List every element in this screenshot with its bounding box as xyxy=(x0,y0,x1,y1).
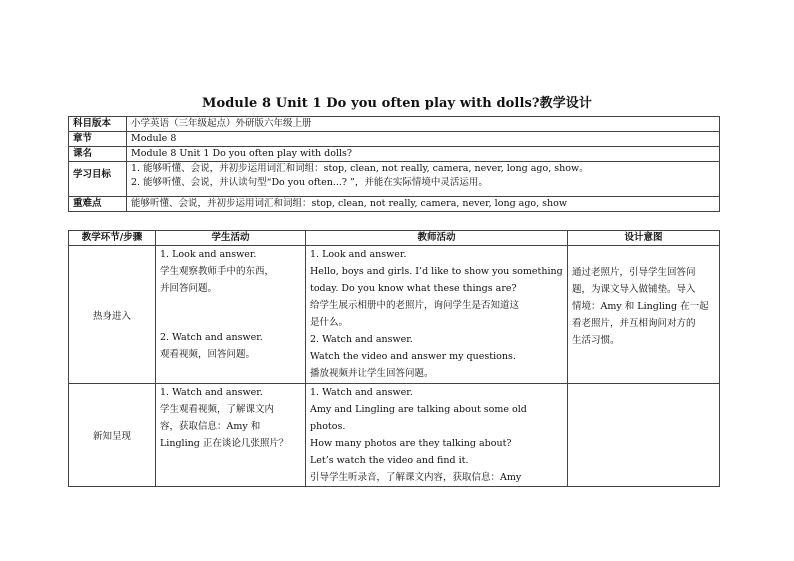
info-value: 能够听懂、会说，并初步运用词汇和词组：stop, clean, not really, camera, never, long ago, show xyxy=(127,197,720,212)
info-row-keypoints xyxy=(69,197,720,212)
info-key: 章节 xyxy=(69,132,127,147)
teacher-line: Let’s watch the video and find it. xyxy=(310,455,469,466)
purpose-line: 通过老照片，引导学生回答问 xyxy=(572,267,696,278)
document-title: Module 8 Unit 1 Do you often play with dolls?教学设计 xyxy=(201,96,593,111)
teacher-line: Hello, boys and girls. I’d like to show you something xyxy=(310,266,563,277)
purpose-cell xyxy=(568,384,720,487)
activity-row-presentation xyxy=(69,384,720,487)
activities-header-row xyxy=(69,231,720,246)
purpose-line: 生活习惯。 xyxy=(572,335,620,346)
student-line: 并回答问题。 xyxy=(160,283,218,294)
student-line: 观看视频，回答问题。 xyxy=(160,349,256,360)
header-purpose: 设计意图 xyxy=(568,231,720,246)
teacher-line: 2. Watch and answer. xyxy=(310,334,413,345)
activity-row-warmup xyxy=(69,246,720,384)
stage-cell: 新知呈现 xyxy=(69,384,156,487)
student-line: 1. Look and answer. xyxy=(160,249,257,260)
info-value: 小学英语（三年级起点）外研版六年级上册 xyxy=(127,117,720,132)
teacher-line: Amy and Lingling are talking about some old photos. xyxy=(310,404,527,432)
student-line: 学生观察教师手中的东西， xyxy=(160,266,275,277)
info-row-objectives xyxy=(69,162,720,197)
info-key: 科目版本 xyxy=(69,117,127,132)
teacher-line: How many photos are they talking about? xyxy=(310,438,512,449)
info-key: 学习目标 xyxy=(69,162,127,197)
info-key: 课名 xyxy=(69,147,127,162)
teacher-cell xyxy=(306,384,568,487)
objective-line: 2. 能够听懂、会说，并认读句型“Do you often...? ”，并能在实际情境中灵活运用。 xyxy=(131,177,488,188)
info-value xyxy=(127,162,720,197)
teacher-line: 是什么。 xyxy=(310,317,349,328)
activities-table xyxy=(68,230,720,487)
info-row-chapter xyxy=(69,132,720,147)
teacher-line: Watch the video and answer my questions. xyxy=(310,351,516,362)
student-line: 1. Watch and answer. xyxy=(160,387,263,398)
info-row-lesson xyxy=(69,147,720,162)
info-value: Module 8 Unit 1 Do you often play with dolls? xyxy=(127,147,720,162)
info-table xyxy=(68,116,720,212)
info-row-subject xyxy=(69,117,720,132)
header-stage: 教学环节/步骤 xyxy=(69,231,156,246)
student-line: 学生观看视频，了解课文内 xyxy=(160,404,275,415)
info-value: Module 8 xyxy=(127,132,720,147)
purpose-line: 题，为课文导入做铺垫。导入 xyxy=(572,284,696,295)
teacher-line: 播放视频并让学生回答问题。 xyxy=(310,368,434,379)
student-cell xyxy=(156,384,306,487)
student-line: Lingling 正在谈论几张照片？ xyxy=(160,438,289,449)
teacher-line: today. Do you know what these things are? xyxy=(310,283,517,294)
purpose-line: 看老照片，并互相询问对方的 xyxy=(572,318,696,329)
teacher-line: 引导学生听录音，了解课文内容，获取信息：Amy xyxy=(310,472,522,483)
student-line: 2. Watch and answer. xyxy=(160,332,263,343)
teacher-line: 1. Look and answer. xyxy=(310,249,407,260)
purpose-line: 情境：Amy 和 Lingling 在一起 xyxy=(572,301,709,312)
objective-line: 1. 能够听懂、会说，并初步运用词汇和词组：stop, clean, not really, camera, never, long ago, show。 xyxy=(131,163,589,174)
teacher-line: 1. Watch and answer. xyxy=(310,387,413,398)
student-line: 容，获取信息：Amy 和 xyxy=(160,421,261,432)
header-student: 学生活动 xyxy=(156,231,306,246)
info-key: 重难点 xyxy=(69,197,127,212)
teacher-line: 给学生展示相册中的老照片，询问学生是否知道这 xyxy=(310,300,520,311)
teacher-cell xyxy=(306,246,568,384)
stage-cell: 热身进入 xyxy=(69,246,156,384)
spacer xyxy=(160,313,301,329)
header-teacher: 教师活动 xyxy=(306,231,568,246)
purpose-cell xyxy=(568,246,720,384)
spacer xyxy=(160,297,301,313)
student-cell xyxy=(156,246,306,384)
